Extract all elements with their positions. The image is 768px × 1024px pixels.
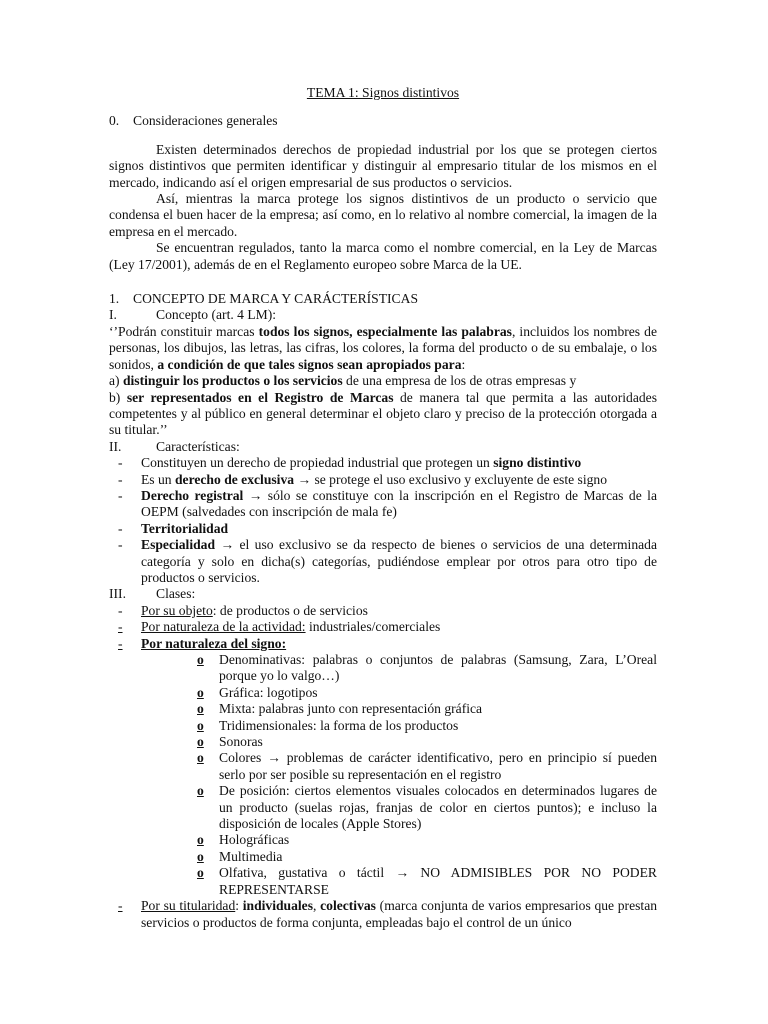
paragraph-3: Se encuentran regulados, tanto la marca como el nombre comercial, en la Ley de Marcas (Ley 17/2001), además de en el Reglamento europeo sobre Marca de la UE. <box>109 240 657 272</box>
quote-text: ‘’Podrán constituir marcas <box>109 323 259 339</box>
item-text: → sólo se constituye con la inscripción en el Registro de Marcas de la OEPM (salvedades con inscripción de mala fe) <box>141 487 657 520</box>
clases-list <box>109 603 657 931</box>
list-item <box>109 636 657 899</box>
quote-bold: a condición de que tales signos sean apropiados para <box>157 356 462 372</box>
list-item <box>109 898 657 931</box>
o-bullet: o <box>197 865 204 881</box>
o-bullet: o <box>197 783 204 799</box>
subsection-caracteristicas-heading <box>109 439 657 455</box>
dash-bullet: - <box>118 602 123 618</box>
dash-bullet: - <box>118 537 123 553</box>
item-text: → el uso exclusivo se da respecto de bienes o servicios de una determinada categoría y solo en dicha(s) categorías, pudiéndose emplear por otros para otro tipo de productos o servicios. <box>141 537 657 585</box>
section-1-number: 1. <box>109 291 120 307</box>
item-text: industriales/comerciales <box>305 619 441 635</box>
item-bold: Especialidad <box>141 537 216 553</box>
section-1-title: CONCEPTO DE MARCA Y CARÁCTERÍSTICAS <box>133 291 419 307</box>
quote-article-4 <box>109 324 657 373</box>
item-text: de una empresa de los de otras empresas y <box>342 373 577 389</box>
list-item <box>109 603 657 619</box>
item-text: : <box>235 898 243 914</box>
quote-item-b <box>109 390 657 439</box>
item-text: de manera tal que permita a las autoridades competentes y al público en general determinar el objeto claro y preciso de la protección otorgada a su titular.’’ <box>109 389 657 438</box>
o-bullet: o <box>197 750 204 766</box>
section-1-heading <box>109 291 657 307</box>
item-text: : de productos o de servicios <box>212 602 368 618</box>
item-bold: ser representados en el Registro de Marcas <box>126 389 394 405</box>
list-item <box>109 521 657 537</box>
item-text: Constituyen un derecho de propiedad industrial que protegen un <box>141 455 494 471</box>
item-label: a) <box>109 373 123 389</box>
caracteristicas-list <box>109 455 657 586</box>
item-bold: individuales <box>242 898 313 914</box>
o-bullet: o <box>197 701 204 717</box>
subsection-title: Clases: <box>156 586 196 602</box>
subsection-number: I. <box>109 307 117 323</box>
sub-item-text: Olfativa, gustativa o táctil → NO ADMISIBLES POR NO PODER REPRESENTARSE <box>219 865 657 897</box>
sub-item-text: Gráfica: logotipos <box>219 684 318 700</box>
dash-bullet: - <box>118 635 123 651</box>
dash-bullet: - <box>118 471 123 487</box>
item-text: Es un <box>141 471 175 487</box>
sub-list-item <box>197 783 657 832</box>
sub-item-text: Tridimensionales: la forma de los productos <box>219 717 459 733</box>
item-bold: signo distintivo <box>493 455 582 471</box>
item-bold: derecho de exclusiva <box>174 471 295 487</box>
item-label: Por naturaleza de la actividad: <box>141 619 306 635</box>
section-0-heading <box>109 113 657 129</box>
page-title: TEMA 1: Signos distintivos <box>306 85 460 100</box>
subsection-title: Características: <box>156 438 240 454</box>
item-bold: colectivas <box>320 898 376 914</box>
sub-list-item <box>197 865 657 898</box>
subsection-clases-heading <box>109 586 657 602</box>
sub-list-item <box>197 652 657 685</box>
item-label: b) <box>109 389 127 405</box>
section-0-title: Consideraciones generales <box>133 113 278 129</box>
o-bullet: o <box>197 832 204 848</box>
o-bullet: o <box>197 734 204 750</box>
item-label: Por su titularidad <box>141 898 236 914</box>
list-item <box>109 619 657 635</box>
o-bullet: o <box>197 684 204 700</box>
item-bold: Derecho registral <box>141 487 244 503</box>
paragraph-2: Así, mientras la marca protege los signos distintivos de un producto o servicio que condensa el buen hacer de la empresa; así como, en lo relativo al nombre comercial, la imagen de la empresa en el mercado. <box>109 191 657 239</box>
quote-text: , incluidos los nombres de personas, los dibujos, las letras, las cifras, los colores, la forma del producto o de su embalaje, o los sonidos, <box>109 323 657 372</box>
list-item <box>109 488 657 521</box>
sub-list-item <box>197 685 657 701</box>
sub-list-item <box>197 718 657 734</box>
item-bold: Territorialidad <box>141 520 229 536</box>
item-bold: distinguir los productos o los servicios <box>122 373 343 389</box>
subsection-concepto-heading <box>109 307 657 323</box>
paragraph-1: Existen determinados derechos de propiedad industrial por los que se protegen ciertos signos distintivos que permiten identificar y distinguir al empresario titular de los mismos en el mercado, indicando así el origen empresarial de sus productos o servicios. <box>109 141 657 190</box>
item-text: , <box>313 898 321 914</box>
o-bullet: o <box>197 717 204 733</box>
dash-bullet: - <box>118 455 123 471</box>
sub-list-item <box>197 750 657 783</box>
dash-bullet: - <box>118 619 123 635</box>
o-bullet: o <box>197 848 204 864</box>
quote-bold: todos los signos, especialmente las palabras <box>258 323 512 339</box>
dash-bullet: - <box>118 487 123 503</box>
quote-text: : <box>461 356 466 372</box>
item-text: (marca conjunta de varios empresarios que prestan servicios o productos de forma conjunta, empleadas bajo el control de un único <box>141 898 658 930</box>
subsection-number: II. <box>109 438 122 454</box>
sub-item-text: Holográficas <box>219 832 290 848</box>
sub-item-text: Mixta: palabras junto con representación gráfica <box>219 701 483 717</box>
subsection-title: Concepto (art. 4 LM): <box>156 307 277 323</box>
list-item <box>109 537 657 586</box>
subsection-number: III. <box>109 586 126 602</box>
document-body <box>109 85 657 931</box>
sub-list-item <box>197 832 657 848</box>
item-text: → se protege el uso exclusivo y excluyente de este signo <box>294 471 607 487</box>
item-label: Por su objeto <box>141 602 213 618</box>
item-label: Por naturaleza del signo: <box>141 635 287 651</box>
list-item <box>109 455 657 471</box>
sub-item-text: Colores → problemas de carácter identificativo, pero en principio sí pueden serlo por ser posible su representación en el registro <box>219 750 657 782</box>
dash-bullet: - <box>118 898 123 914</box>
sub-list-item <box>197 734 657 750</box>
dash-bullet: - <box>118 520 123 536</box>
sub-item-text: Denominativas: palabras o conjuntos de palabras (Samsung, Zara, L’Oreal porque yo lo valgo…) <box>219 652 657 684</box>
sub-item-text: Sonoras <box>219 734 263 750</box>
section-0-number: 0. <box>109 113 120 129</box>
quote-item-a <box>109 373 657 389</box>
o-bullet: o <box>197 652 204 667</box>
sub-list-item <box>197 701 657 717</box>
list-item <box>109 472 657 488</box>
sub-list-item <box>197 849 657 865</box>
sub-item-text: Multimedia <box>219 848 283 864</box>
sub-item-text: De posición: ciertos elementos visuales colocados en determinados lugares de un producto (suelas rojas, franjas de color en ciertos puntos); e incluso la disposición de locales (Apple Stores) <box>219 783 657 832</box>
signo-sublist <box>141 652 657 898</box>
